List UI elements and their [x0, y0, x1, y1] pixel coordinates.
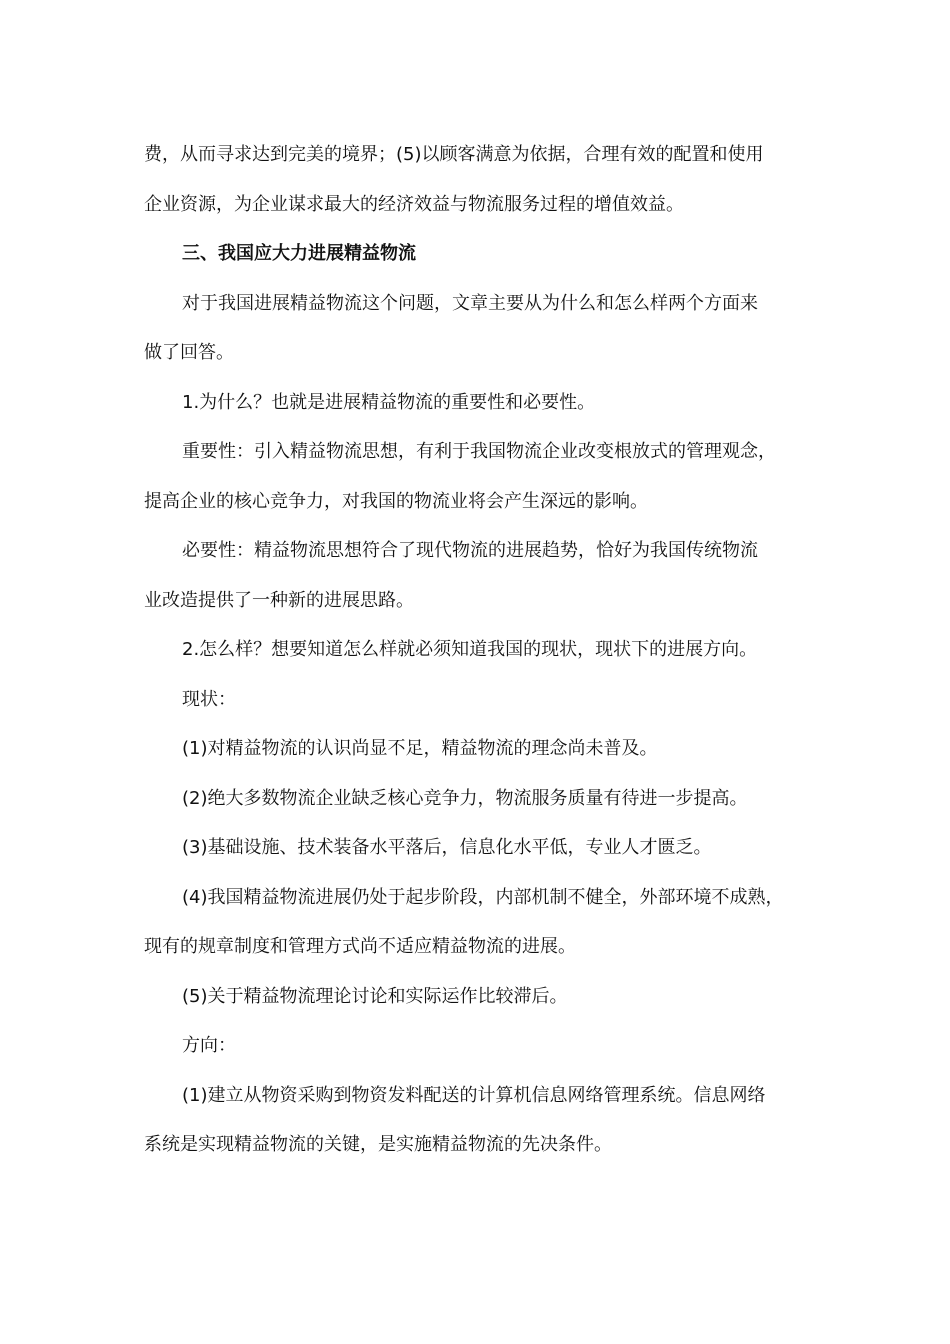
list-item: (1)建立从物资采购到物资发料配送的计算机信息网络管理系统。信息网络 — [182, 1084, 766, 1106]
paragraph-line: 企业资源，为企业谋求最大的经济效益与物流服务过程的增值效益。 — [144, 193, 684, 215]
paragraph-line: 1.为什么？也就是进展精益物流的重要性和必要性。 — [182, 391, 596, 413]
list-item-continuation: 系统是实现精益物流的关键，是实施精益物流的先决条件。 — [144, 1134, 612, 1155]
subheading-status: 现状： — [182, 688, 236, 710]
list-item: (3)基础设施、技术装备水平落后，信息化水平低，专业人才匮乏。 — [182, 837, 712, 858]
paragraph-line: 重要性：引入精益物流思想，有利于我国物流企业改变根放式的管理观念， — [182, 441, 776, 462]
list-item: (4)我国精益物流进展仍处于起步阶段，内部机制不健全，外部环境不成熟， — [182, 886, 784, 908]
document-body — [144, 130, 814, 1170]
list-item: (2)绝大多数物流企业缺乏核心竞争力，物流服务质量有待进一步提高。 — [182, 787, 748, 809]
paragraph-line: 提高企业的核心竞争力，对我国的物流业将会产生深远的影响。 — [144, 490, 648, 512]
subheading-direction: 方向： — [182, 1035, 236, 1056]
list-item-continuation: 现有的规章制度和管理方式尚不适应精益物流的进展。 — [144, 936, 576, 957]
paragraph-line: 2.怎么样？想要知道怎么样就必须知道我国的现状，现状下的进展方向。 — [182, 639, 758, 660]
paragraph-line: 对于我国进展精益物流这个问题，文章主要从为什么和怎么样两个方面来 — [182, 292, 758, 314]
paragraph-line: 必要性：精益物流思想符合了现代物流的进展趋势，恰好为我国传统物流 — [182, 540, 758, 561]
paragraph-line: 费，从而寻求达到完美的境界；(5)以顾客满意为依据，合理有效的配置和使用 — [144, 144, 764, 165]
paragraph-line: 业改造提供了一种新的进展思路。 — [144, 589, 414, 611]
paragraph-line: 做了回答。 — [144, 342, 234, 363]
list-item: (5)关于精益物流理论讨论和实际运作比较滞后。 — [182, 985, 568, 1007]
section-heading: 三、我国应大力进展精益物流 — [182, 243, 416, 264]
list-item: (1)对精益物流的认识尚显不足，精益物流的理念尚未普及。 — [182, 738, 658, 759]
